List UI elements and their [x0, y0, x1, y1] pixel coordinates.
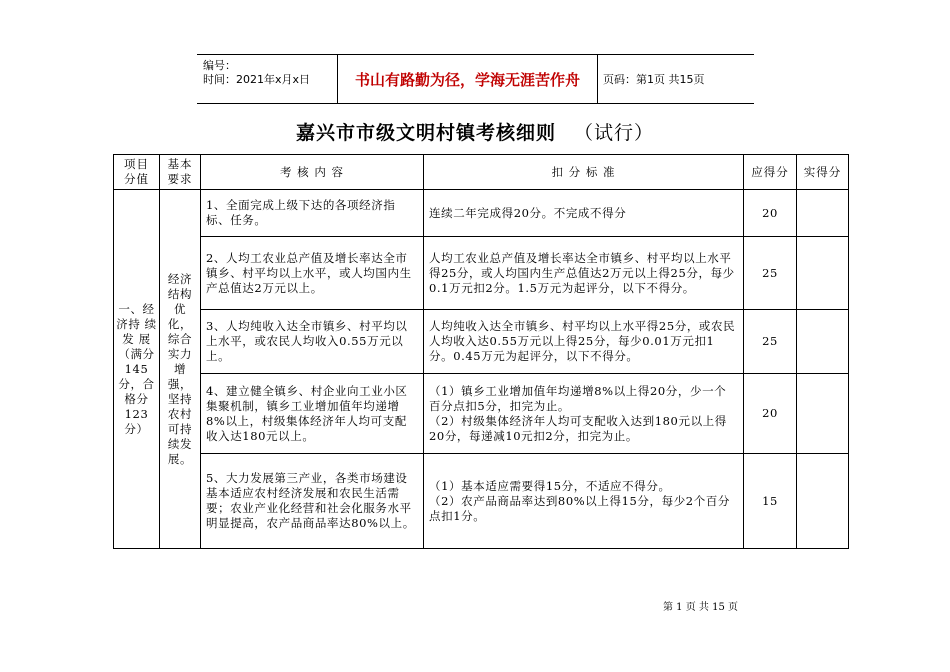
standard-line: （1）基本适应需要得15分，不适应不得分。 — [429, 478, 671, 493]
header-due: 应得分 — [744, 155, 797, 190]
standard-cell — [424, 454, 744, 549]
table-row — [114, 454, 849, 549]
page-footer: 第 1 页 共 15 页 — [663, 602, 738, 613]
table-header-row — [114, 155, 849, 190]
due-score-cell: 15 — [744, 454, 797, 549]
doc-number-label: 编号： — [203, 59, 236, 72]
table-row — [114, 190, 849, 237]
due-score-cell: 25 — [744, 237, 797, 310]
due-score-cell: 20 — [744, 374, 797, 454]
content-cell: 1、全面完成上级下达的各项经济指标、任务。 — [201, 190, 424, 237]
header-content: 考 核 内 容 — [201, 155, 424, 190]
category-cell: 一、经 济持 续发 展（满分145分，合 格分123分） — [114, 190, 160, 549]
header-item: 项目分值 — [114, 155, 160, 190]
document-header — [197, 54, 754, 104]
doc-time-label: 时间：2021年x月x日 — [203, 73, 311, 86]
table-row — [114, 374, 849, 454]
content-cell: 3、人均纯收入达全市镇乡、村平均以上水平，或农民人均收入0.55万元以上。 — [201, 310, 424, 374]
due-score-cell: 25 — [744, 310, 797, 374]
table-row — [114, 310, 849, 374]
standard-line: （1）镇乡工业增加值年均递增8%以上得20分，少一个百分点扣5分，扣完为止。 — [429, 383, 727, 413]
title-main: 嘉兴市市级文明村镇考核细则 — [295, 122, 556, 144]
content-cell: 5、大力发展第三产业，各类市场建设基本适应农村经济发展和农民生活需要；农业产业化经营和社会化服务水平明显提高，农产品商品率达80%以上。 — [201, 454, 424, 549]
content-cell: 4、建立健全镇乡、村企业向工业小区集聚机制，镇乡工业增加值年均递增8%以上，村级集体经济年人均可支配收入达180元以上。 — [201, 374, 424, 454]
content-cell: 2、人均工农业总产值及增长率达全市镇乡、村平均以上水平，或人均国内生产总值达2万元以上。 — [201, 237, 424, 310]
table-row — [114, 237, 849, 310]
actual-score-cell — [797, 374, 849, 454]
header-info-cell — [197, 55, 338, 103]
actual-score-cell — [797, 237, 849, 310]
requirement-cell: 经济结构优化，综合实力增强，坚持农村可持续发展。 — [160, 190, 201, 549]
header-motto: 书山有路勤为径，学海无涯苦作舟 — [338, 55, 598, 103]
standard-cell: 连续二年完成得20分。不完成不得分 — [424, 190, 744, 237]
header-requirement: 基本要求 — [160, 155, 201, 190]
header-standard: 扣 分 标 准 — [424, 155, 744, 190]
header-actual: 实得分 — [797, 155, 849, 190]
standard-line: （2）村级集体经济年人均可支配收入达到180元以上得20分，每递减10元扣2分，扣完为止。 — [429, 413, 727, 443]
header-page-label: 页码：第1页 共15页 — [603, 73, 705, 86]
actual-score-cell — [797, 190, 849, 237]
title-sub: （试行） — [574, 122, 655, 144]
actual-score-cell — [797, 454, 849, 549]
standard-line: （2）农产品商品率达到80%以上得15分，每少2个百分点扣1分。 — [429, 493, 731, 523]
assessment-table — [113, 154, 849, 549]
due-score-cell: 20 — [744, 190, 797, 237]
standard-cell: 人均纯收入达全市镇乡、村平均以上水平得25分，或农民人均收入达0.55万元以上得25分，每少0.01万元扣1分。0.45万元为起评分，以下不得分。 — [424, 310, 744, 374]
page-title — [0, 118, 950, 145]
standard-cell: 人均工农业总产值及增长率达全市镇乡、村平均以上水平得25分，或人均国内生产总值达2万元以上得25分，每少0.1万元扣2分。1.5万元为起评分，以下不得分。 — [424, 237, 744, 310]
standard-cell — [424, 374, 744, 454]
actual-score-cell — [797, 310, 849, 374]
